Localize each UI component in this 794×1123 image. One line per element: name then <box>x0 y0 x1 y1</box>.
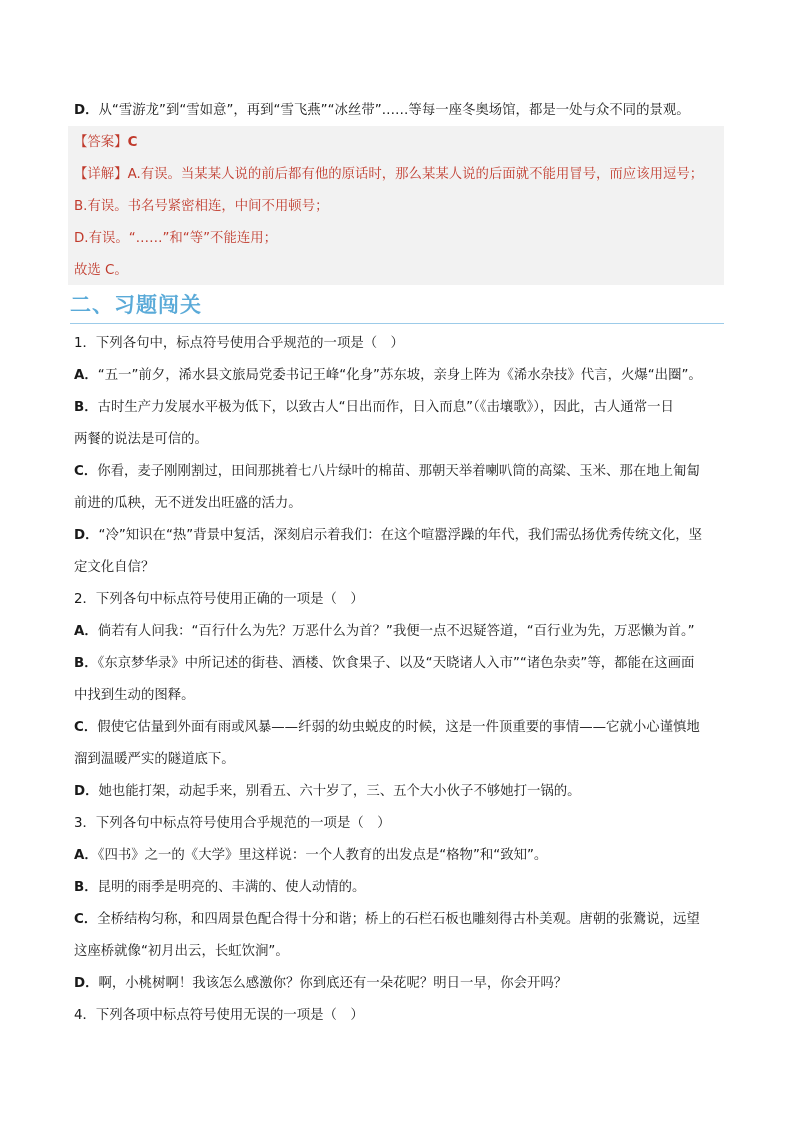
option-line <box>74 398 724 418</box>
question-stem: 3．下列各句中标点符号使用合乎规范的一项是（ ） <box>74 816 391 831</box>
option-label: D． <box>74 528 99 543</box>
question-stem-line <box>74 334 724 354</box>
option-line <box>74 910 724 930</box>
option-text: “冷”知识在“热”背景中复活，深刻启示着我们：在这个喧嚣浮躁的年代，我们需弘扬优秀传统文化，坚 <box>98 528 703 543</box>
option-text: 从“雪游龙”到“雪如意”，再到“雪飞燕”“冰丝带”……等每一座冬奥场馆，都是一处与众不同的景观。 <box>98 103 690 118</box>
option-label: C． <box>74 912 98 927</box>
option-text: 你看，麦子刚刚割过，田间那挑着七八片绿叶的棉苗、那朝天举着喇叭筒的高粱、玉米、那在地上匍匐 <box>97 464 700 479</box>
option-label: B． <box>74 656 98 671</box>
answer-label: 【答案】 <box>74 135 128 150</box>
option-line <box>74 974 724 994</box>
detail-b-line: B.有误。书名号紧密相连，中间不用顿号； <box>74 199 329 214</box>
answer-line <box>74 133 724 153</box>
question-stem-line <box>74 814 724 834</box>
previous-option-d <box>74 101 724 121</box>
detail-text: A.有误。当某某人说的前后都有他的原话时，那么某某人说的后面就不能用冒号，而应该用逗号； <box>127 167 704 182</box>
option-line <box>74 878 724 898</box>
detail-d-line: D.有误。“……”和“等”不能连用； <box>74 231 278 246</box>
option-text: 古时生产力发展水平极为低下，以致古人“日出而作，日入而息”（《击壤歌》），因此，古人通常一日 <box>97 400 674 415</box>
option-text: 啊，小桃树啊！我该怎么感激你？你到底还有一朵花呢？明日一早，你会开吗？ <box>98 976 568 991</box>
option-text: 《东京梦华录》中所记述的街巷、酒楼、饮食果子、以及“天晓诸人入市”“诸色杂卖”等，都能在这画面 <box>97 656 695 671</box>
option-label: A． <box>74 624 98 639</box>
section-title: 二、习题闯关 <box>70 293 202 317</box>
option-line <box>74 942 724 962</box>
option-label: D． <box>74 103 99 118</box>
option-label: C． <box>74 720 98 735</box>
option-label: B． <box>74 400 98 415</box>
option-text: 溜到温暖严实的隧道底下。 <box>74 752 235 767</box>
option-text: 全桥结构匀称，和四周景色配合得十分和谐；桥上的石栏石板也雕刻得古朴美观。唐朝的张鷟说，远望 <box>97 912 700 927</box>
question-stem-line <box>74 590 724 610</box>
option-text: 倘若有人问我：“百行什么为先？万恶什么为首？”我便一点不迟疑答道，“百行业为先，万恶懒为首。” <box>97 624 695 639</box>
answer-value: C <box>127 135 138 150</box>
option-line <box>74 494 724 514</box>
option-text: 她也能打架，动起手来，别看五、六十岁了，三、五个大小伙子不够她打一锅的。 <box>98 784 581 799</box>
option-label: D． <box>74 976 99 991</box>
option-text: 这座桥就像“初月出云，长虹饮涧”。 <box>74 944 289 959</box>
option-line <box>74 462 724 482</box>
option-text: 中找到生动的图释。 <box>74 688 195 703</box>
option-line <box>74 782 724 802</box>
option-line <box>74 718 724 738</box>
option-text: 前进的瓜秧，无不迸发出旺盛的活力。 <box>74 496 302 511</box>
option-line <box>74 846 724 866</box>
option-line <box>74 366 724 386</box>
option-label: B． <box>74 880 98 895</box>
option-label: A． <box>74 848 98 863</box>
option-text: 《四书》之一的《大学》里这样说：一个人教育的出发点是“格物”和“致知”。 <box>97 848 548 863</box>
option-label: A． <box>74 368 98 383</box>
section-divider <box>70 323 724 324</box>
option-text: “五一”前夕，浠水县文旅局党委书记王峰“化身”苏东坡，亲身上阵为《浠水杂技》代言，火爆“出圈”。 <box>97 368 702 383</box>
detail-label: 【详解】 <box>74 167 128 182</box>
option-line <box>74 750 724 770</box>
option-line <box>74 526 724 546</box>
option-label: C． <box>74 464 98 479</box>
option-text: 两餐的说法是可信的。 <box>74 432 208 447</box>
option-line <box>74 430 724 450</box>
question-stem: 2．下列各句中标点符号使用正确的一项是（ ） <box>74 592 364 607</box>
option-text: 假使它估量到外面有雨或风暴——纤弱的幼虫蜕皮的时候，这是一件顶重要的事情——它就小心谨慎地 <box>97 720 700 735</box>
option-label: D． <box>74 784 99 799</box>
option-line <box>74 654 724 674</box>
detail-line <box>74 165 724 185</box>
conclusion-line: 故选 C。 <box>74 263 128 278</box>
option-line <box>74 558 724 578</box>
option-line <box>74 622 724 642</box>
question-stem-line <box>74 1006 724 1026</box>
option-line <box>74 686 724 706</box>
question-stem: 4．下列各项中标点符号使用无误的一项是（ ） <box>74 1008 364 1023</box>
question-stem: 1．下列各句中，标点符号使用合乎规范的一项是（ ） <box>74 336 404 351</box>
option-text: 昆明的雨季是明亮的、丰满的、使人动情的。 <box>97 880 366 895</box>
option-text: 定文化自信？ <box>74 560 155 575</box>
